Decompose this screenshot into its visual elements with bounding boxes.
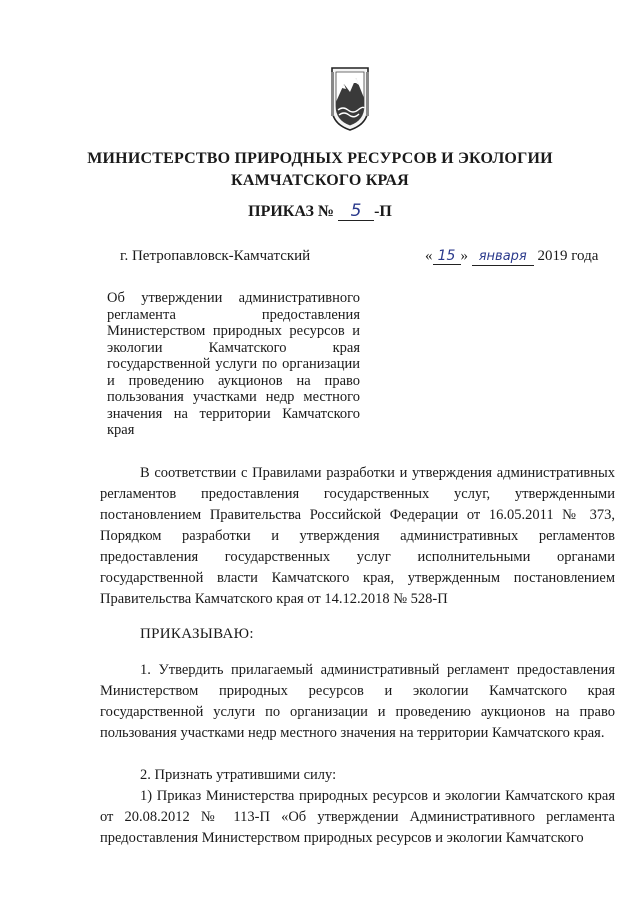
place-of-issue: г. Петропавловск-Камчатский	[120, 248, 311, 264]
order-title	[0, 202, 640, 221]
ministry-title-line1: МИНИСТЕРСТВО ПРИРОДНЫХ РЕСУРСОВ И ЭКОЛОГИИ	[87, 150, 553, 167]
item-1: 1. Утвердить прилагаемый административный регламент предоставления Министерством природных ресурсов и экологии Камчатского края государственной услуги по организации и проведению аукционов на право пользования участками недр местного значения на территории Камчатского края.	[100, 662, 615, 741]
order-prefix: ПРИКАЗ №	[248, 203, 335, 220]
item-2-1: 1) Приказ Министерства природных ресурсов и экологии Камчатского края от 20.08.2012 № 113-П «Об утверждении Административного регламента предоставления Министерством природных ресурсов и экологии Камчатского	[100, 788, 615, 846]
order-date	[425, 248, 598, 266]
date-open-quote: «	[425, 248, 433, 264]
date-day: 15	[433, 248, 461, 265]
date-year: 2019 года	[537, 248, 599, 264]
date-close-quote: »	[460, 248, 468, 264]
order-subject: Об утверждении административного регламента предоставления Министерством природных ресурсов и экологии Камчатского края государственной услуги по организации и проведению аукционов на право пользования участками недр местного значения на территории Камчатского края	[107, 290, 360, 438]
order-number: 5	[338, 202, 374, 221]
kamchatka-coat-of-arms-icon	[327, 66, 373, 132]
item-2: 2. Признать утратившими силу:	[140, 767, 337, 783]
decree-heading: ПРИКАЗЫВАЮ:	[140, 626, 254, 642]
preamble-paragraph: В соответствии с Правилами разработки и утверждения административных регламентов предоставления государственных услуг, утвержденными постановлением Правительства Российской Федерации от 16.05.2011 № 373, Порядком разработки и утверждения административных регламентов предоставления государственных услуг исполнительными органами государственной власти Камчатского края, утвержденным постановлением Правительства Камчатского края от 14.12.2018 № 528-П	[100, 465, 615, 607]
date-month: января	[472, 249, 534, 266]
ministry-title-line2: КАМЧАТСКОГО КРАЯ	[231, 172, 409, 189]
order-suffix: -П	[374, 203, 392, 220]
